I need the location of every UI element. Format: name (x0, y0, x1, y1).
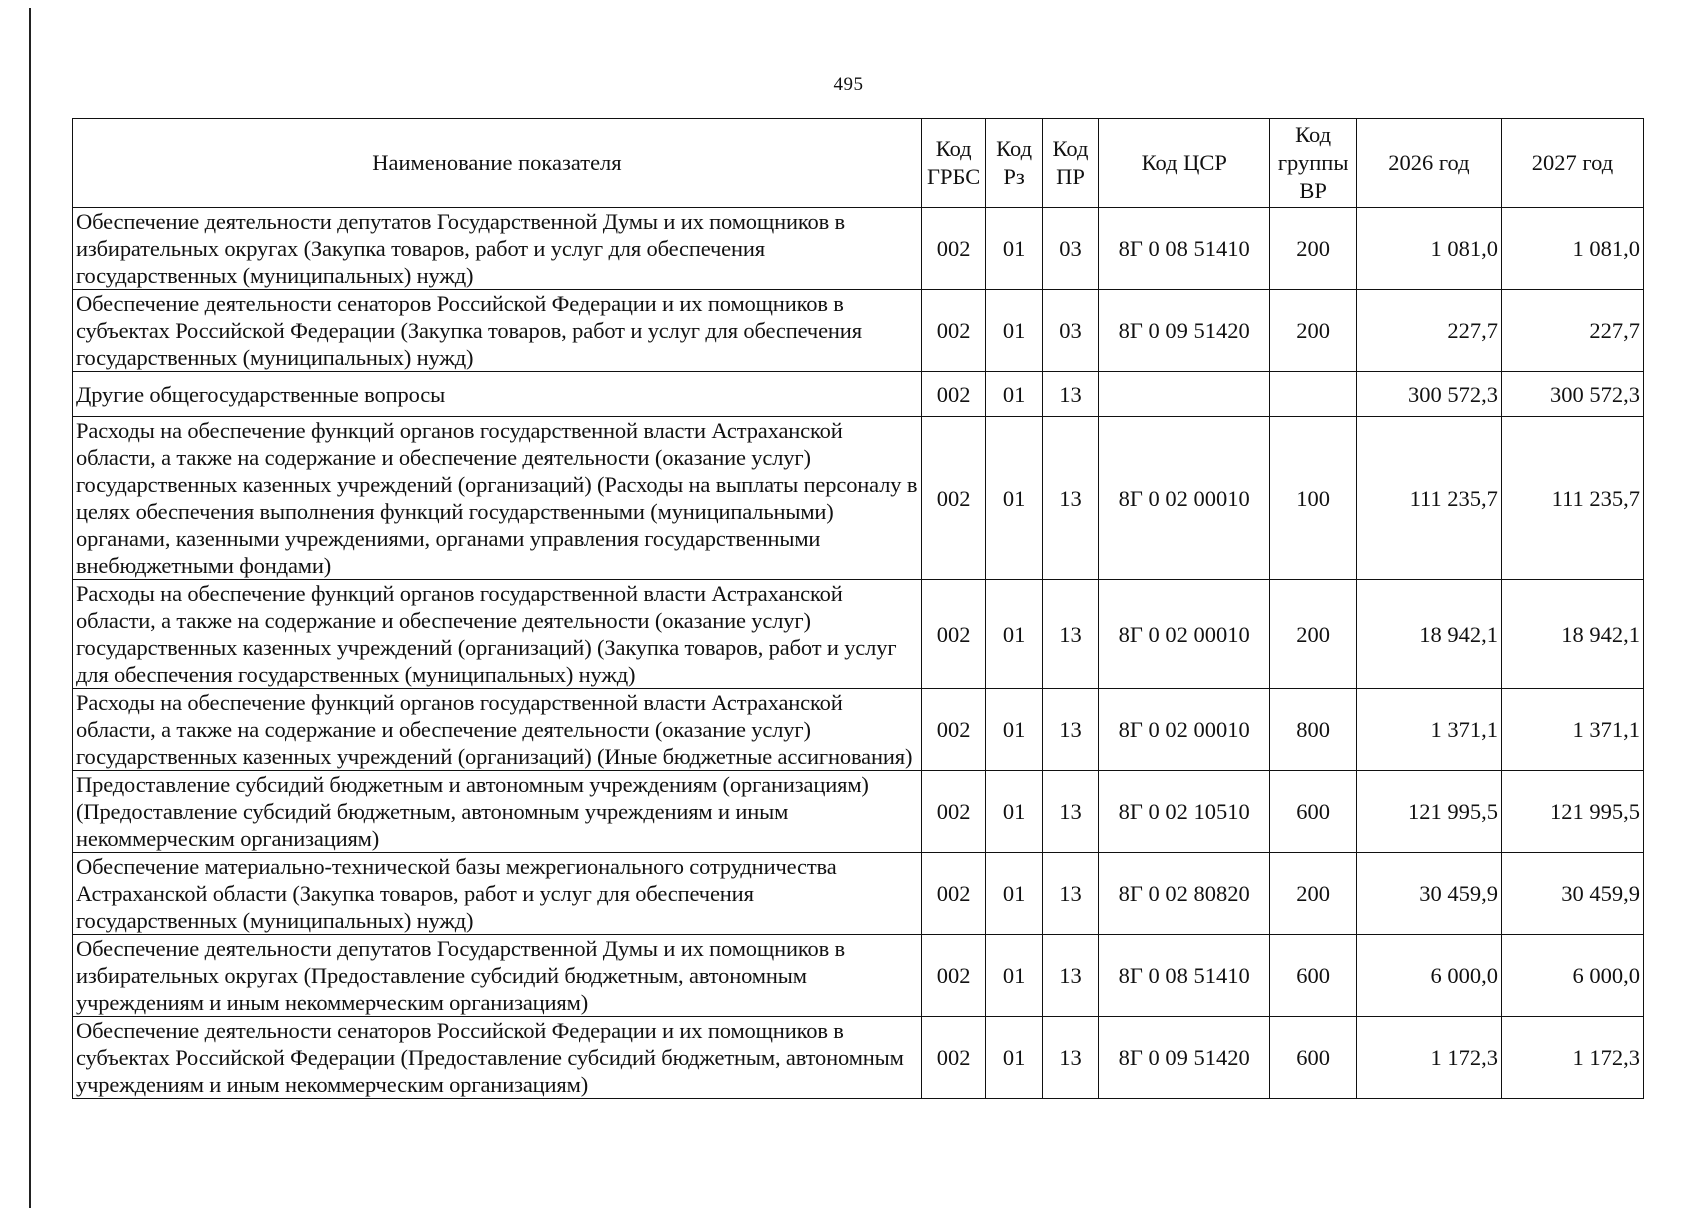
header-name: Наименование показателя (73, 119, 922, 208)
row-grbs: 002 (921, 935, 985, 1017)
budget-allocation-table (72, 118, 1644, 1099)
row-pr: 13 (1042, 1017, 1098, 1099)
header-pr: Код ПР (1042, 119, 1098, 208)
table-row (73, 580, 1644, 689)
row-csr: 8Г 0 02 00010 (1099, 580, 1270, 689)
row-csr: 8Г 0 02 00010 (1099, 689, 1270, 771)
table-row (73, 1017, 1644, 1099)
table-row (73, 935, 1644, 1017)
row-amount-2027: 121 995,5 (1501, 771, 1643, 853)
row-rz: 01 (986, 372, 1042, 417)
row-csr: 8Г 0 02 00010 (1099, 417, 1270, 580)
row-csr: 8Г 0 02 10510 (1099, 771, 1270, 853)
row-grbs: 002 (921, 771, 985, 853)
row-grbs: 002 (921, 580, 985, 689)
row-amount-2027: 30 459,9 (1501, 853, 1643, 935)
row-name: Обеспечение деятельности сенаторов Российской Федерации и их помощников в субъектах Российской Федерации (Предоставление субсидий бюджетным, автономным учреждениям и иным некоммерческим организациям) (73, 1017, 922, 1099)
row-amount-2026: 1 081,0 (1356, 208, 1501, 290)
row-amount-2027: 300 572,3 (1501, 372, 1643, 417)
row-amount-2027: 1 081,0 (1501, 208, 1643, 290)
row-rz: 01 (986, 853, 1042, 935)
row-amount-2027: 227,7 (1501, 290, 1643, 372)
row-vr: 100 (1270, 417, 1357, 580)
row-amount-2027: 18 942,1 (1501, 580, 1643, 689)
row-rz: 01 (986, 208, 1042, 290)
row-vr: 200 (1270, 853, 1357, 935)
row-grbs: 002 (921, 417, 985, 580)
row-vr: 200 (1270, 580, 1357, 689)
row-grbs: 002 (921, 208, 985, 290)
row-vr (1270, 372, 1357, 417)
row-csr: 8Г 0 09 51420 (1099, 1017, 1270, 1099)
table-row (73, 208, 1644, 290)
row-amount-2027: 6 000,0 (1501, 935, 1643, 1017)
row-pr: 13 (1042, 372, 1098, 417)
table-body (73, 208, 1644, 1099)
row-pr: 13 (1042, 853, 1098, 935)
row-grbs: 002 (921, 853, 985, 935)
row-amount-2027: 111 235,7 (1501, 417, 1643, 580)
row-pr: 13 (1042, 689, 1098, 771)
row-pr: 03 (1042, 208, 1098, 290)
table-row (73, 689, 1644, 771)
row-amount-2026: 227,7 (1356, 290, 1501, 372)
row-name: Предоставление субсидий бюджетным и автономным учреждениям (организациям) (Предоставление субсидий бюджетным, автономным учреждениям и иным некоммерческим организациям) (73, 771, 922, 853)
row-pr: 13 (1042, 935, 1098, 1017)
row-amount-2026: 111 235,7 (1356, 417, 1501, 580)
binding-margin-line (29, 8, 31, 1208)
row-csr: 8Г 0 02 80820 (1099, 853, 1270, 935)
row-vr: 600 (1270, 1017, 1357, 1099)
header-grbs: Код ГРБС (921, 119, 985, 208)
page-number: 495 (833, 74, 864, 95)
row-vr: 600 (1270, 771, 1357, 853)
row-rz: 01 (986, 935, 1042, 1017)
row-pr: 13 (1042, 580, 1098, 689)
header-rz: Код Рз (986, 119, 1042, 208)
row-name: Обеспечение деятельности сенаторов Российской Федерации и их помощников в субъектах Российской Федерации (Закупка товаров, работ и услуг для обеспечения государственных (муниципальных) нужд) (73, 290, 922, 372)
table-row (73, 372, 1644, 417)
header-2026: 2026 год (1356, 119, 1501, 208)
row-amount-2026: 121 995,5 (1356, 771, 1501, 853)
header-csr: Код ЦСР (1099, 119, 1270, 208)
row-amount-2027: 1 172,3 (1501, 1017, 1643, 1099)
row-csr (1099, 372, 1270, 417)
row-rz: 01 (986, 1017, 1042, 1099)
table-header-row (73, 119, 1644, 208)
row-amount-2026: 18 942,1 (1356, 580, 1501, 689)
row-rz: 01 (986, 771, 1042, 853)
row-vr: 800 (1270, 689, 1357, 771)
row-rz: 01 (986, 290, 1042, 372)
row-rz: 01 (986, 689, 1042, 771)
table-row (73, 853, 1644, 935)
row-csr: 8Г 0 09 51420 (1099, 290, 1270, 372)
row-name: Другие общегосударственные вопросы (73, 372, 922, 417)
row-rz: 01 (986, 580, 1042, 689)
header-vr: Код группы ВР (1270, 119, 1357, 208)
row-csr: 8Г 0 08 51410 (1099, 935, 1270, 1017)
row-amount-2026: 6 000,0 (1356, 935, 1501, 1017)
row-amount-2026: 1 371,1 (1356, 689, 1501, 771)
row-vr: 200 (1270, 290, 1357, 372)
row-amount-2026: 300 572,3 (1356, 372, 1501, 417)
table-row (73, 290, 1644, 372)
header-2027: 2027 год (1501, 119, 1643, 208)
row-pr: 03 (1042, 290, 1098, 372)
row-name: Обеспечение материально-технической базы межрегионального сотрудничества Астраханской области (Закупка товаров, работ и услуг для обеспечения государственных (муниципальных) нужд) (73, 853, 922, 935)
row-grbs: 002 (921, 372, 985, 417)
table-row (73, 417, 1644, 580)
row-pr: 13 (1042, 417, 1098, 580)
row-vr: 600 (1270, 935, 1357, 1017)
row-name: Расходы на обеспечение функций органов государственной власти Астраханской области, а также на содержание и обеспечение деятельности (оказание услуг) государственных казенных учреждений (организаций) (Закупка товаров, работ и услуг для обеспечения государственных (муниципальных) нужд) (73, 580, 922, 689)
row-rz: 01 (986, 417, 1042, 580)
row-amount-2026: 1 172,3 (1356, 1017, 1501, 1099)
row-name: Расходы на обеспечение функций органов государственной власти Астраханской области, а также на содержание и обеспечение деятельности (оказание услуг) государственных казенных учреждений (организаций) (Расходы на выплаты персоналу в целях обеспечения выполнения функций государственными (муниципальными) органами, казенными учреждениями, органами управления государственными внебюджетными фондами) (73, 417, 922, 580)
row-amount-2026: 30 459,9 (1356, 853, 1501, 935)
row-name: Обеспечение деятельности депутатов Государственной Думы и их помощников в избирательных округах (Предоставление субсидий бюджетным, автономным учреждениям и иным некоммерческим организациям) (73, 935, 922, 1017)
row-vr: 200 (1270, 208, 1357, 290)
row-name: Обеспечение деятельности депутатов Государственной Думы и их помощников в избирательных округах (Закупка товаров, работ и услуг для обеспечения государственных (муниципальных) нужд) (73, 208, 922, 290)
table-row (73, 771, 1644, 853)
row-name: Расходы на обеспечение функций органов государственной власти Астраханской области, а также на содержание и обеспечение деятельности (оказание услуг) государственных казенных учреждений (организаций) (Иные бюджетные ассигнования) (73, 689, 922, 771)
row-grbs: 002 (921, 1017, 985, 1099)
row-grbs: 002 (921, 689, 985, 771)
row-amount-2027: 1 371,1 (1501, 689, 1643, 771)
row-pr: 13 (1042, 771, 1098, 853)
row-csr: 8Г 0 08 51410 (1099, 208, 1270, 290)
row-grbs: 002 (921, 290, 985, 372)
